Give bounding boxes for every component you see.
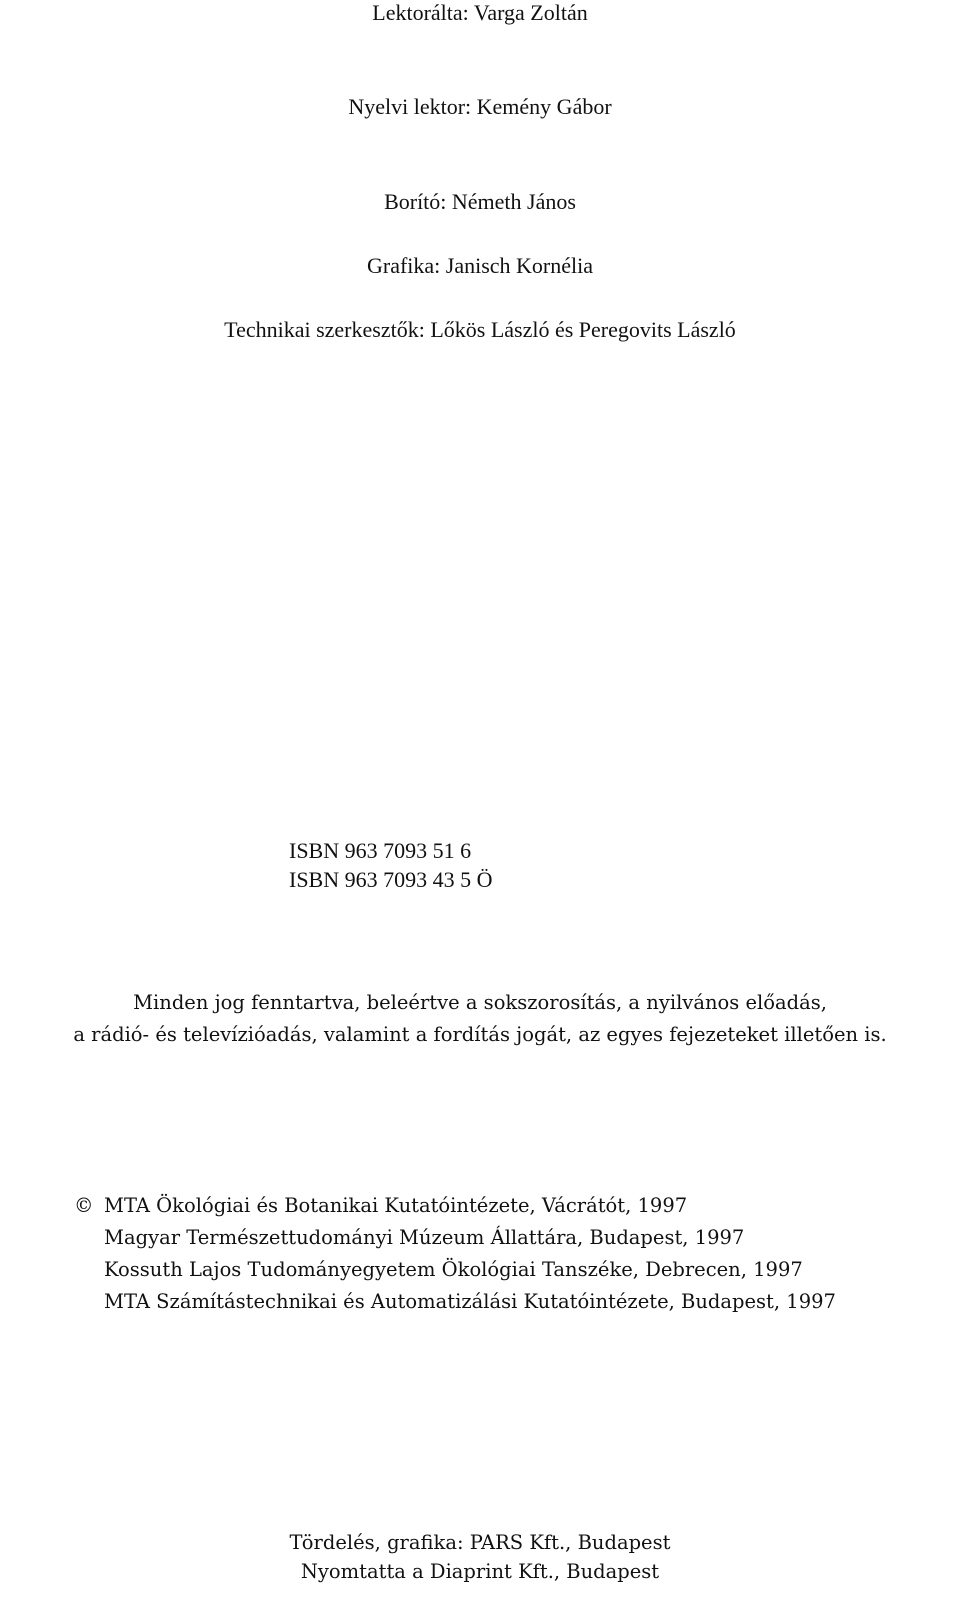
printing-credit: Nyomtatta a Diaprint Kft., Budapest [300,1560,660,1583]
rights-notice [0,987,960,1051]
isbn-block [289,836,493,894]
copyright-icon: © [74,1194,94,1217]
printing-credits [0,1528,960,1586]
copyright-holder: Kossuth Lajos Tudományegyetem Ökológiai Tanszéke, Debrecen, 1997 [104,1258,803,1281]
copyright-holder: MTA Ökológiai és Botanikai Kutatóintézete, Vácrátót, 1997 [104,1194,688,1217]
graphics-credit: Grafika: Janisch Kornélia [366,253,594,278]
language-reviewer-credit: Nyelvi lektor: Kemény Gábor [348,94,612,119]
technical-editors-credit: Technikai szerkesztők: Lőkös László és Peregovits László [224,317,736,342]
copyright-holder: Magyar Természettudományi Múzeum Állattára, Budapest, 1997 [104,1226,745,1249]
copyright-block [74,1190,836,1318]
rights-line: a rádió- és televízióadás, valamint a fordítás jogát, az egyes fejezeteket illetően is. [73,1023,887,1046]
typesetting-credit: Tördelés, grafika: PARS Kft., Budapest [289,1531,671,1554]
copyright-holder: MTA Számítástechnikai és Automatizálási Kutatóintézete, Budapest, 1997 [104,1290,836,1313]
rights-line: Minden jog fenntartva, beleértve a sokszorosítás, a nyilvános előadás, [133,991,827,1014]
isbn-line: ISBN 963 7093 51 6 [289,838,472,863]
isbn-line: ISBN 963 7093 43 5 Ö [289,867,493,892]
reviewer-credit: Lektorálta: Varga Zoltán [372,0,588,25]
cover-credit: Borító: Németh János [384,189,576,214]
